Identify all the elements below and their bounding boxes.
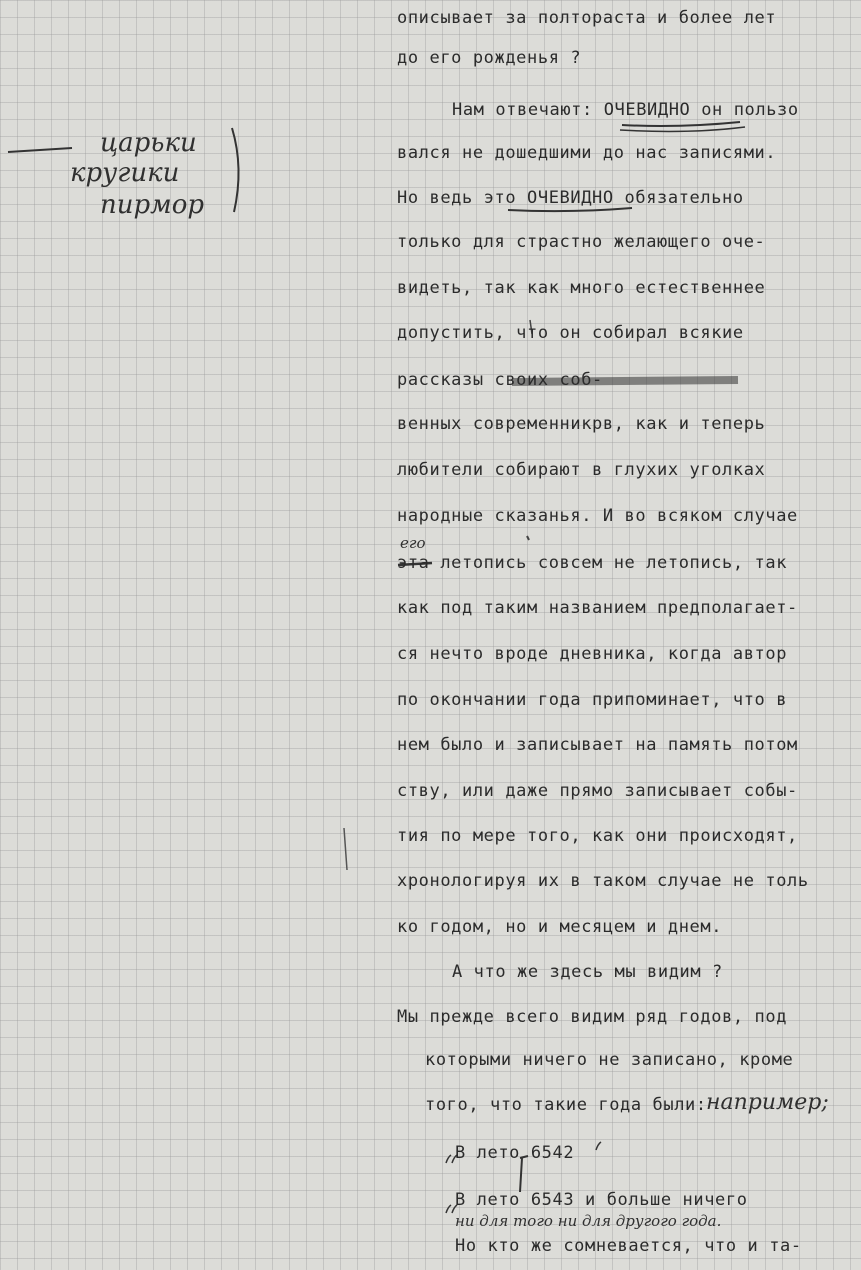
typed-line-27: В лето 6543 и больше ничего: [455, 1190, 748, 1210]
typed-line-12: народные сказанья. И во всяком случае: [397, 506, 798, 526]
typed-line-26: В лето 6542: [455, 1143, 575, 1163]
typed-line-19: тия по мере того, как они происходят,: [397, 826, 798, 846]
typed-line-9: [397, 370, 603, 390]
typed-line-15: ся нечто вроде дневника, когда автор: [397, 644, 788, 664]
typed-line-6: только для страстно желающего оче-: [397, 232, 766, 252]
typed-line-7: видеть, так как много естественнее: [397, 278, 766, 298]
underline-ochevidno-1: [622, 122, 740, 126]
typed-line-24: которыми ничего не записано, кроме: [425, 1050, 794, 1070]
margin-note-line-2: кругики: [70, 158, 180, 188]
typed-line-28: Но кто же сомневается, что и та-: [455, 1236, 802, 1256]
stray-mark-2: [344, 828, 347, 870]
typed-line-17: нем было и записывает на память потом: [397, 735, 798, 755]
stray-mark-3: [527, 536, 529, 540]
typed-line-10: венных современникрв, как и теперь: [397, 414, 766, 434]
margin-dash: [8, 148, 72, 152]
quote-mark-3: [596, 1142, 601, 1150]
margin-note-line-3: пирмор: [100, 190, 204, 220]
underline-ochevidno-2: [508, 208, 632, 211]
typed-line-23: Мы прежде всего видим ряд годов, под: [397, 1007, 788, 1027]
typed-line-2: до его рожденья ?: [397, 48, 582, 68]
underline-ochevidno-1b: [620, 127, 745, 131]
typed-line-14: как под таким названием предполагает-: [397, 598, 798, 618]
typed-line-16: по окончании года припоминает, что в: [397, 690, 788, 710]
typed-line-3: Нам отвечают: ОЧЕВИДНО он пользо: [452, 100, 799, 120]
typed-line-5: Но ведь это ОЧЕВИДНО обязательно: [397, 188, 744, 208]
typed-line-4: вался не дошедшими до нас записями.: [397, 143, 777, 163]
typed-line-8: допустить, что он собирал всякие: [397, 323, 744, 343]
handwritten-insertion-ego: его: [400, 534, 426, 552]
margin-bracket: [232, 128, 239, 212]
typed-line-13: эта летопись совсем не летопись, так: [397, 553, 788, 573]
typed-line-25: того, что такие года были:: [425, 1095, 707, 1115]
typed-line-11: любители собирают в глухих уголках: [397, 460, 766, 480]
typed-line-20: хронологируя их в таком случае не толь: [397, 871, 809, 891]
typed-line-1: описывает за полтораста и более лет: [397, 8, 777, 28]
typed-line-18: ству, или даже прямо записывает собы-: [397, 781, 798, 801]
handwritten-addition-line: ни для того ни для другого года.: [455, 1212, 722, 1230]
typed-line-21: ко годом, но и месяцем и днем.: [397, 917, 723, 937]
typed-line-9-text: рассказы своих соб-: [397, 370, 603, 390]
margin-note-line-1: царьки: [100, 128, 197, 158]
typed-line-22: А что же здесь мы видим ?: [452, 962, 723, 982]
handwritten-naprimer: например;: [706, 1090, 829, 1115]
